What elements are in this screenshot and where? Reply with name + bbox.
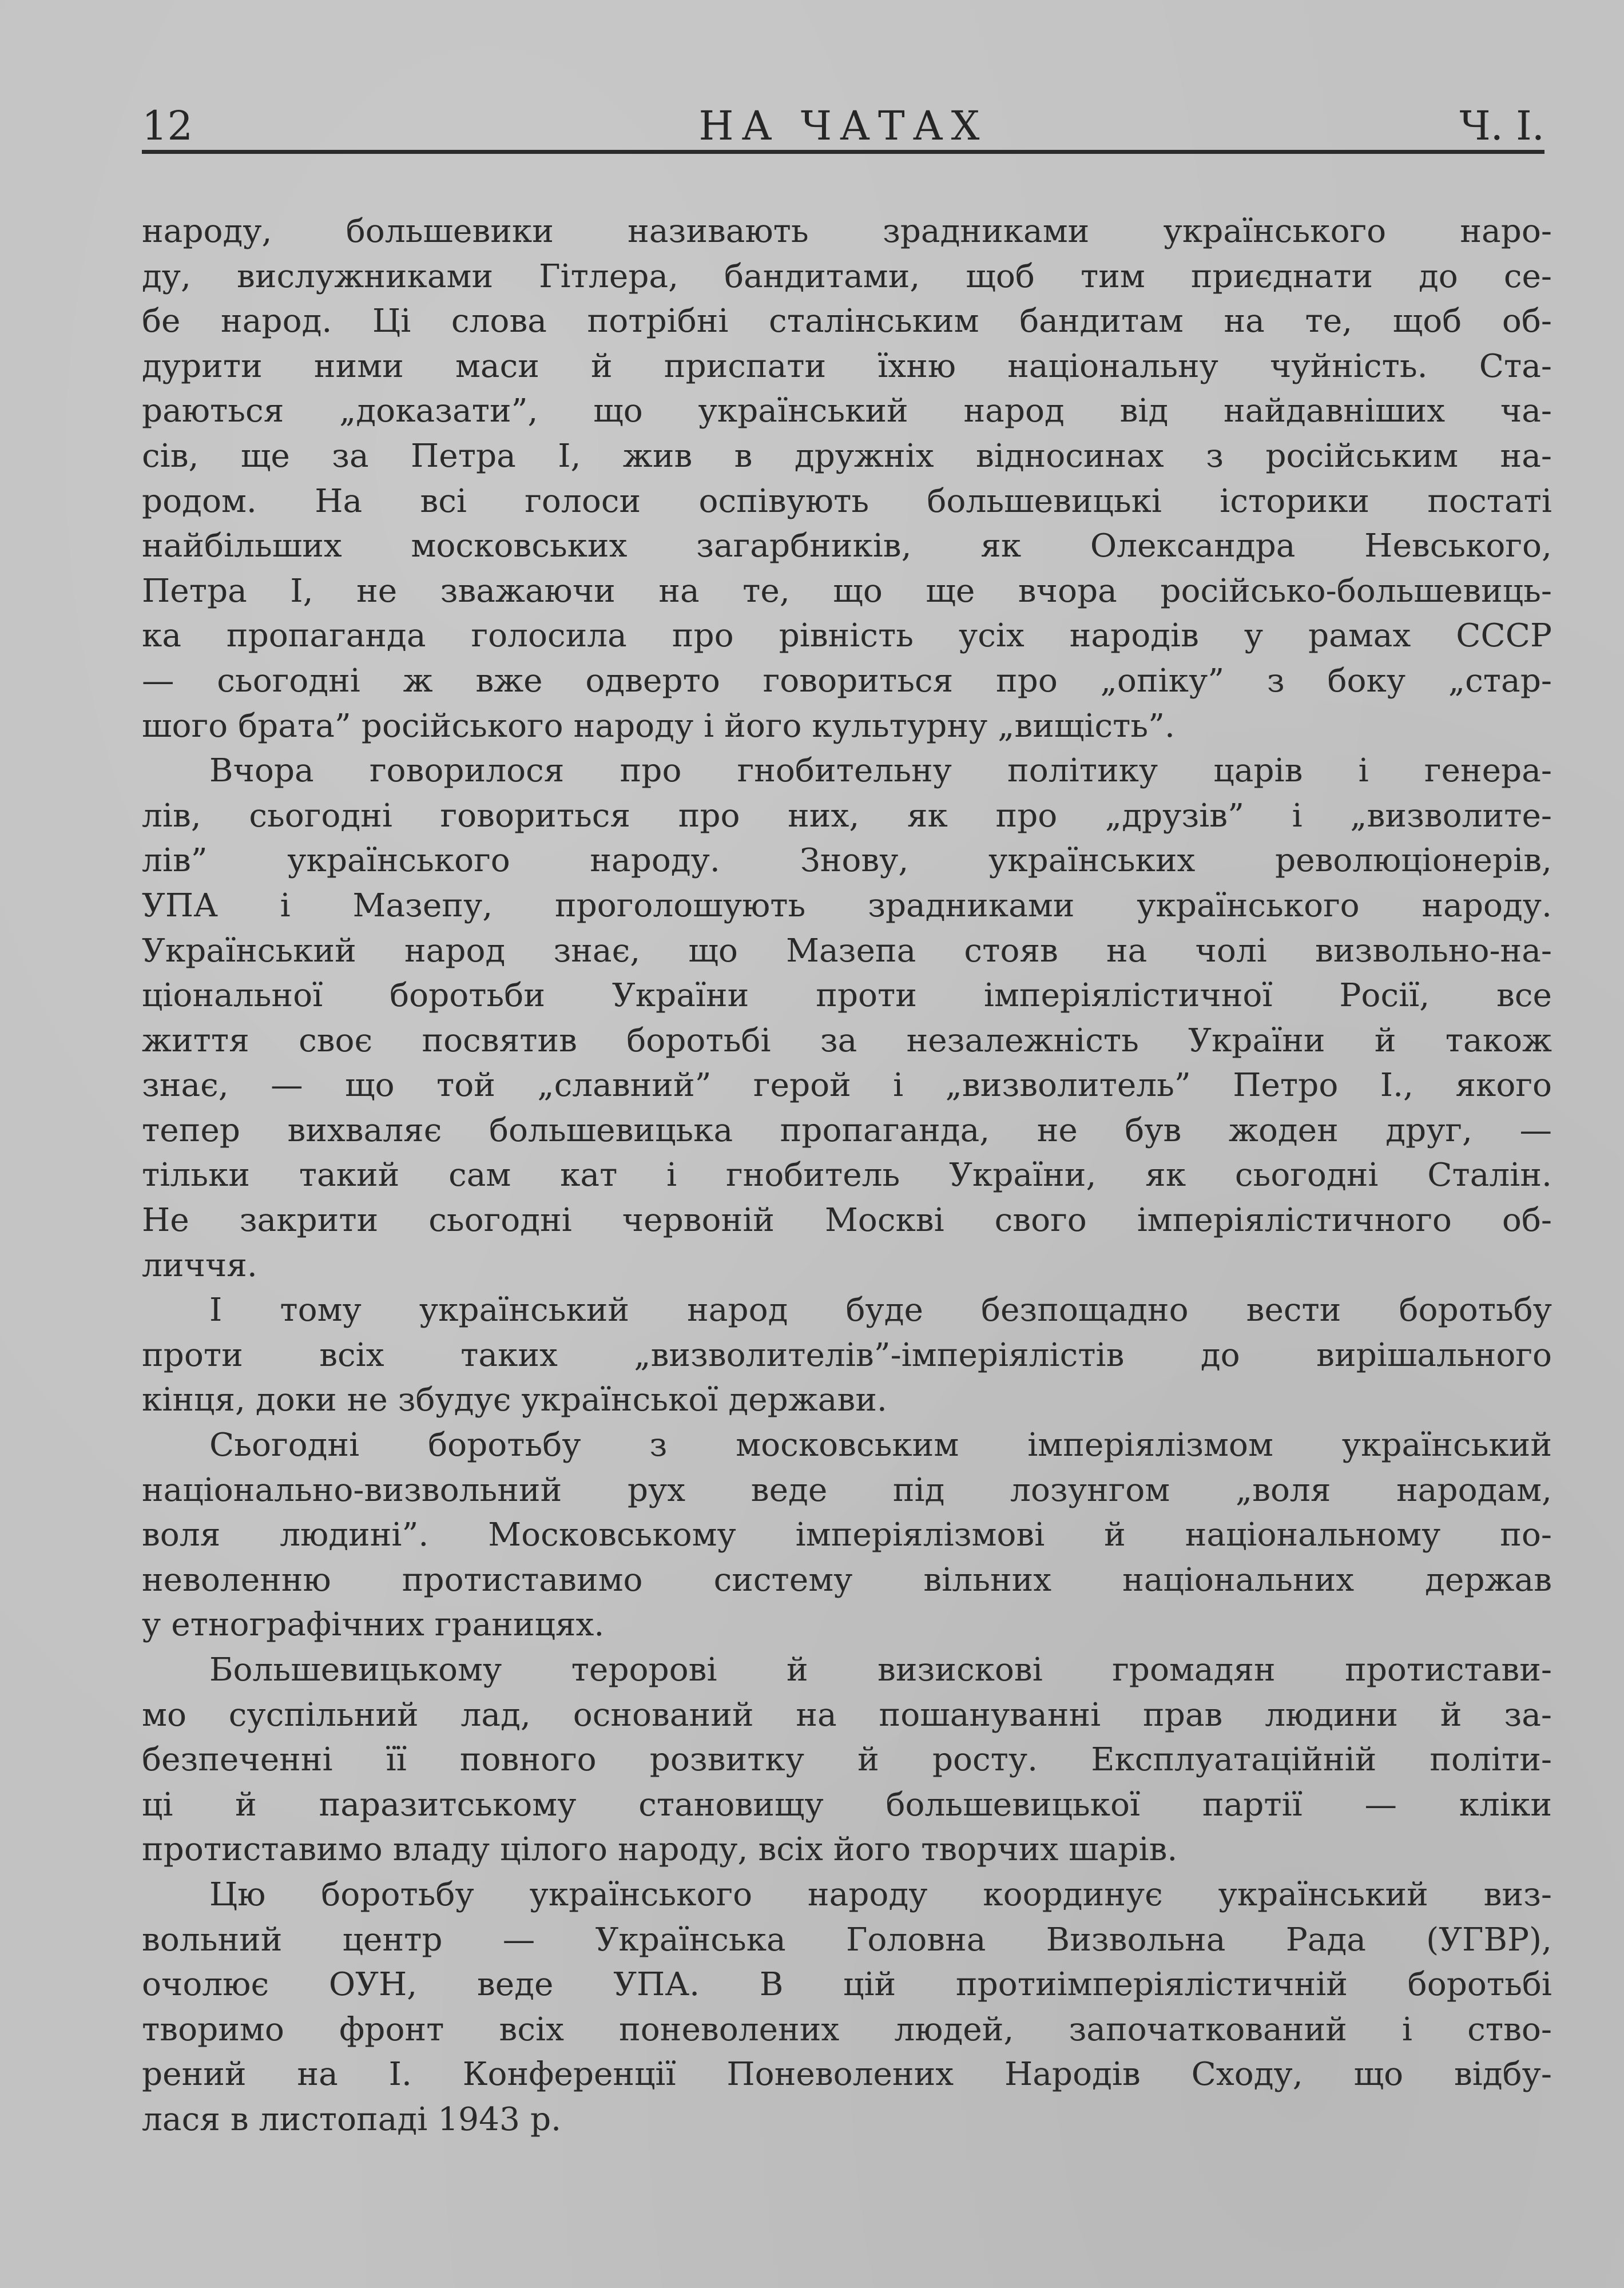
text-line: ка пропаганда голосила про рівність усіх народів у рамах СССР [142,617,1552,655]
text-line: личчя. [142,1246,257,1284]
text-line: воля людині”. Московському імперіялізмові й національному по- [142,1516,1552,1554]
text-line: проти всіх таких „визволителів”-імперіялістів до вирішального [142,1336,1552,1374]
text-line: мо суспільний лад, оснований на пошануванні прав людини й за- [142,1696,1552,1734]
running-head [142,97,1544,154]
text-line: — сьогодні ж вже одверто говориться про „опіку” з боку „стар- [142,662,1552,700]
header-rule [142,150,1544,154]
text-line: родом. На всі голоси оспівують большевицькі історики постаті [142,482,1552,520]
running-title: НА ЧАТАХ [698,102,988,149]
text-line: бе народ. Ці слова потрібні сталінським бандитам на те, щоб об- [142,303,1552,340]
text-line: рений на І. Конференції Поневолених Народів Сходу, що відбу- [142,2056,1552,2094]
text-line: безпеченні її повного розвитку й росту. Експлуатаційній політи- [142,1741,1552,1779]
text-line: очолює ОУН, веде УПА. В цій протиімперіялістичній боротьбі [142,1966,1552,2004]
text-line: неволенню протиставимо систему вільних національних держав [142,1561,1552,1599]
paragraph [142,749,1552,1288]
text-line: Петра І, не зважаючи на те, що ще вчора російсько-большевиць- [142,572,1552,610]
paragraph [142,1873,1552,2143]
text-line: Український народ знає, що Мазепа стояв на чолі визвольно-на- [142,932,1552,970]
text-line: ду, вислужниками Гітлера, бандитами, щоб тим приєднати до се- [142,257,1552,295]
paragraph [142,209,1552,749]
text-line: шого брата” російського народу і його культурну „вищість”. [142,707,1176,745]
body-text [142,209,1552,2143]
text-line: Вчора говорилося про гнобительну політику царів і генера- [209,752,1552,790]
text-line: життя своє посвятив боротьбі за незалежність України й також [142,1022,1552,1059]
paragraph [142,1648,1552,1873]
page-number: 12 [142,102,193,149]
text-line: Большевицькому теророві й визискові громадян протистави- [209,1651,1552,1689]
text-line: лів” українського народу. Знову, українських революціонерів, [142,842,1552,880]
text-line: сів, ще за Петра І, жив в дружніх відносинах з російським на- [142,437,1552,475]
text-line: ці й паразитському становищу большевицької партії — кліки [142,1786,1552,1824]
text-line: Сьогодні боротьбу з московським імперіялізмом український [209,1427,1552,1464]
text-line: дурити ними маси й приспати їхню національну чуйність. Ста- [142,347,1552,385]
text-line: народу, большевики називають зрадниками українського наро- [142,213,1552,250]
text-line: у етнографічних границях. [142,1606,605,1644]
text-line: тепер вихваляє большевицька пропаганда, не був жоден друг, — [142,1111,1552,1149]
text-line: Цю боротьбу українського народу координує український виз- [209,1876,1552,1913]
text-line: кінця, доки не збудує української держави. [142,1381,887,1419]
text-line: тільки такий сам кат і гнобитель України, як сьогодні Сталін. [142,1157,1552,1194]
paragraph [142,1288,1552,1423]
text-line: Не закрити сьогодні червоній Москві свого імперіялістичного об- [142,1202,1552,1240]
text-line: ціональної боротьби України проти імперіялістичної Росії, все [142,977,1552,1015]
text-line: найбільших московських загарбників, як Олександра Невського, [142,527,1552,565]
text-line: національно-визвольний рух веде під лозунгом „воля народам, [142,1471,1552,1509]
text-line: лів, сьогодні говориться про них, як про „друзів” і „визволите- [142,797,1552,835]
text-line: раються „доказати”, що український народ від найдавніших ча- [142,392,1552,430]
paragraph [142,1423,1552,1648]
text-line: творимо фронт всіх поневолених людей, започаткований і ство- [142,2011,1552,2048]
text-line: вольний центр — Українська Головна Визвольна Рада (УГВР), [142,1921,1552,1959]
part-label: Ч. І. [1459,102,1544,149]
text-line: І тому український народ буде безпощадно вести боротьбу [209,1292,1552,1329]
text-line: лася в листопаді 1943 р. [142,2100,562,2138]
text-line: УПА і Мазепу, проголошують зрадниками українського народу. [142,887,1552,924]
text-line: знає, — що той „славний” герой і „визволитель” Петро І., якого [142,1067,1552,1105]
text-line: протиставимо владу цілого народу, всіх його творчих шарів. [142,1831,1178,1869]
